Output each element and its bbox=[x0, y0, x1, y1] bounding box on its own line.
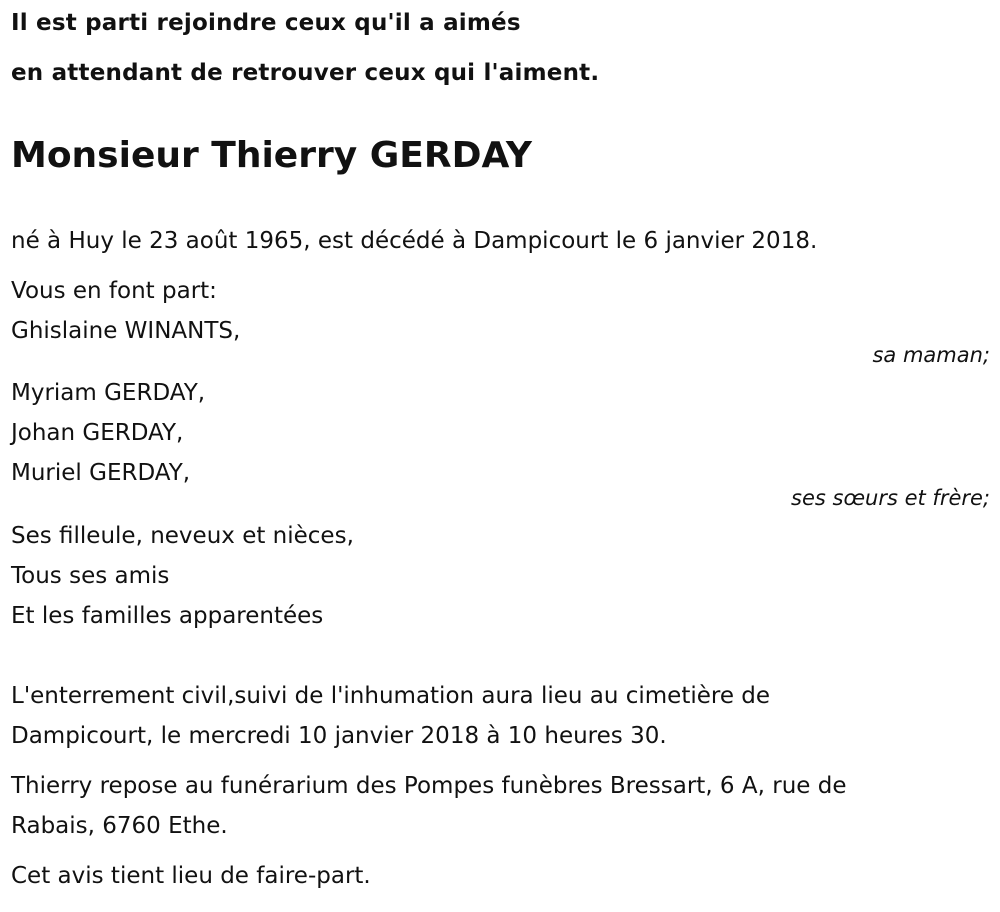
deceased-name-title: Monsieur Thierry GERDAY bbox=[11, 135, 532, 176]
siblings-relation: ses sœurs et frère; bbox=[791, 486, 990, 510]
resting-place-line-1: Thierry repose au funérarium des Pompes funèbres Bressart, 6 A, rue de bbox=[11, 773, 847, 799]
birth-death-statement: né à Huy le 23 août 1965, est décédé à Dampicourt le 6 janvier 2018. bbox=[11, 228, 818, 254]
mother-name: Ghislaine WINANTS, bbox=[11, 318, 241, 344]
mother-relation: sa maman; bbox=[872, 343, 990, 367]
epigraph-line-1: Il est parti rejoindre ceux qu'il a aimés bbox=[11, 10, 521, 36]
sibling-name: Muriel GERDAY, bbox=[11, 460, 191, 486]
epigraph-line-2: en attendant de retrouver ceux qui l'aiment. bbox=[11, 60, 600, 86]
closing-statement: Cet avis tient lieu de faire-part. bbox=[11, 863, 371, 889]
other-mourners-line: Ses filleule, neveux et nièces, bbox=[11, 523, 354, 549]
sibling-name: Myriam GERDAY, bbox=[11, 380, 206, 406]
other-mourners-line: Tous ses amis bbox=[11, 563, 170, 589]
announce-intro: Vous en font part: bbox=[11, 278, 217, 304]
funeral-info-line-1: L'enterrement civil,suivi de l'inhumation aura lieu au cimetière de bbox=[11, 683, 771, 709]
resting-place-line-2: Rabais, 6760 Ethe. bbox=[11, 813, 228, 839]
sibling-name: Johan GERDAY, bbox=[11, 420, 184, 446]
other-mourners-line: Et les familles apparentées bbox=[11, 603, 324, 629]
funeral-info-line-2: Dampicourt, le mercredi 10 janvier 2018 à 10 heures 30. bbox=[11, 723, 667, 749]
